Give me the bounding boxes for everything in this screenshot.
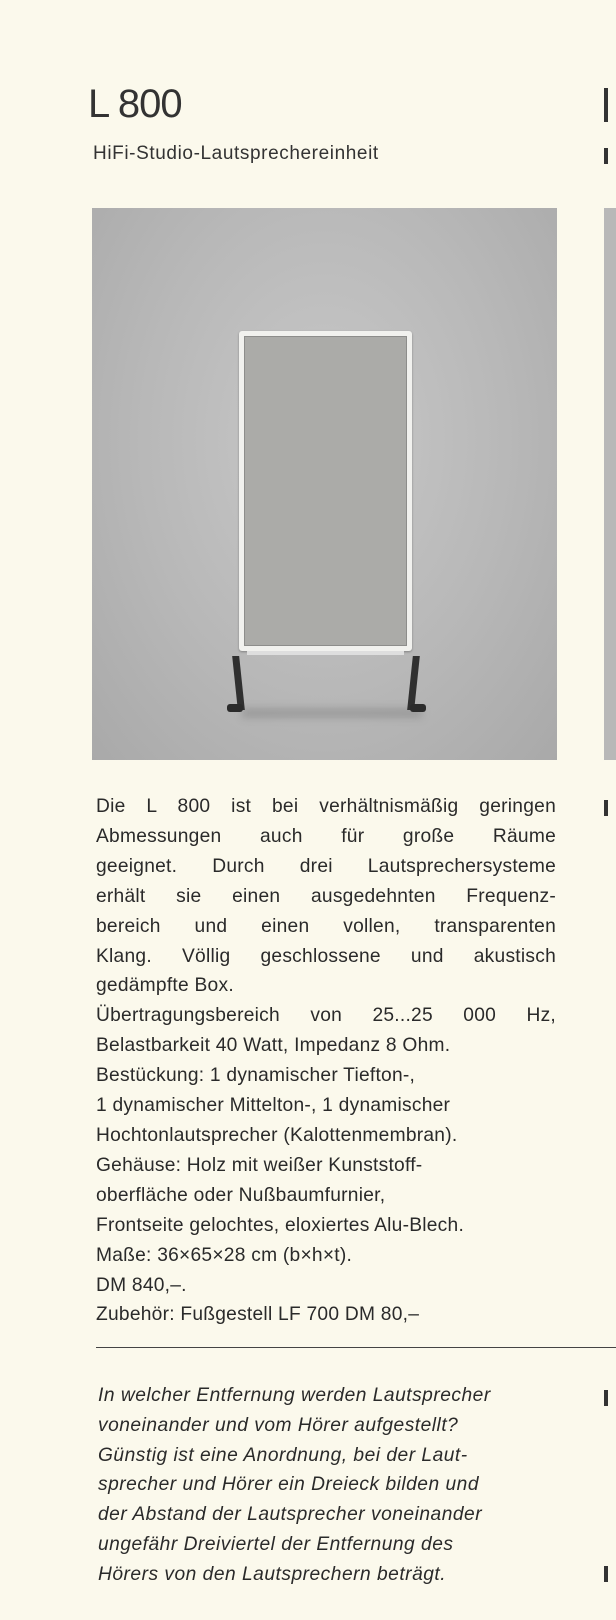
page-subtitle: HiFi-Studio-Lautsprechereinheit [93, 143, 379, 164]
description-line: Zubehör: Fußgestell LF 700 DM 80,– [96, 1304, 420, 1326]
note-line: der Abstand der Lautsprecher voneinander [98, 1504, 483, 1526]
product-photo [92, 208, 557, 760]
floor-shadow [242, 708, 422, 718]
note-line: ungefähr Dreiviertel der Entfernung des [98, 1533, 454, 1555]
product-description [96, 792, 556, 1330]
speaker-grille [244, 336, 407, 646]
note-line: sprecher und Hörer ein Dreieck bilden und [98, 1474, 479, 1496]
placement-note [98, 1381, 568, 1590]
description-line: Übertragungsbereich von 25...25 000 Hz, [96, 1005, 556, 1027]
stand-crossbar [247, 651, 404, 655]
note-line: voneinander und vom Hörer aufgestellt? [98, 1414, 459, 1436]
description-line: Abmessungen auch für große Räume [96, 825, 556, 847]
edge-mark [604, 800, 608, 816]
description-line: oberfläche oder Nußbaumfurnier, [96, 1184, 386, 1206]
section-divider [96, 1347, 616, 1348]
note-line: Günstig ist eine Anordnung, bei der Laut- [98, 1444, 468, 1466]
description-line: gedämpfte Box. [96, 975, 234, 997]
edge-mark [604, 148, 608, 164]
page-title: L 800 [88, 82, 182, 126]
stand-foot-left [227, 704, 243, 712]
note-line: In welcher Entfernung werden Lautsprecher [98, 1385, 491, 1406]
description-line: geeignet. Durch drei Lautsprechersysteme [96, 855, 556, 877]
description-line: Belastbarkeit 40 Watt, Impedanz 8 Ohm. [96, 1035, 451, 1057]
description-line: Klang. Völlig geschlossene und akustisch [96, 945, 556, 967]
edge-mark [604, 1390, 608, 1406]
stand-foot-right [410, 704, 426, 712]
description-line: Gehäuse: Holz mit weißer Kunststoff- [96, 1154, 423, 1176]
edge-mark [604, 88, 608, 122]
note-line: Hörers von den Lautsprechern beträgt. [98, 1563, 447, 1585]
description-line: bereich und einen vollen, transparenten [96, 915, 556, 937]
description-line: Maße: 36×65×28 cm (b×h×t). [96, 1244, 353, 1266]
description-line: Hochtonlautsprecher (Kalottenmembran). [96, 1124, 458, 1146]
next-photo-edge [604, 208, 616, 760]
next-column-edge [604, 0, 616, 1620]
description-line: Frontseite gelochtes, eloxiertes Alu-Blech. [96, 1214, 465, 1236]
description-line: DM 840,–. [96, 1274, 187, 1296]
speaker-cabinet [239, 331, 412, 651]
description-line: erhält sie einen ausgedehnten Frequenz- [96, 885, 556, 907]
description-line: Bestückung: 1 dynamischer Tiefton-, [96, 1065, 416, 1087]
edge-mark [604, 1566, 608, 1582]
description-line: 1 dynamischer Mittelton-, 1 dynamischer [96, 1095, 451, 1117]
stand-leg-left [232, 656, 245, 710]
stand-leg-right [407, 656, 420, 710]
description-line: Die L 800 ist bei verhältnismäßig geringen [96, 796, 556, 817]
